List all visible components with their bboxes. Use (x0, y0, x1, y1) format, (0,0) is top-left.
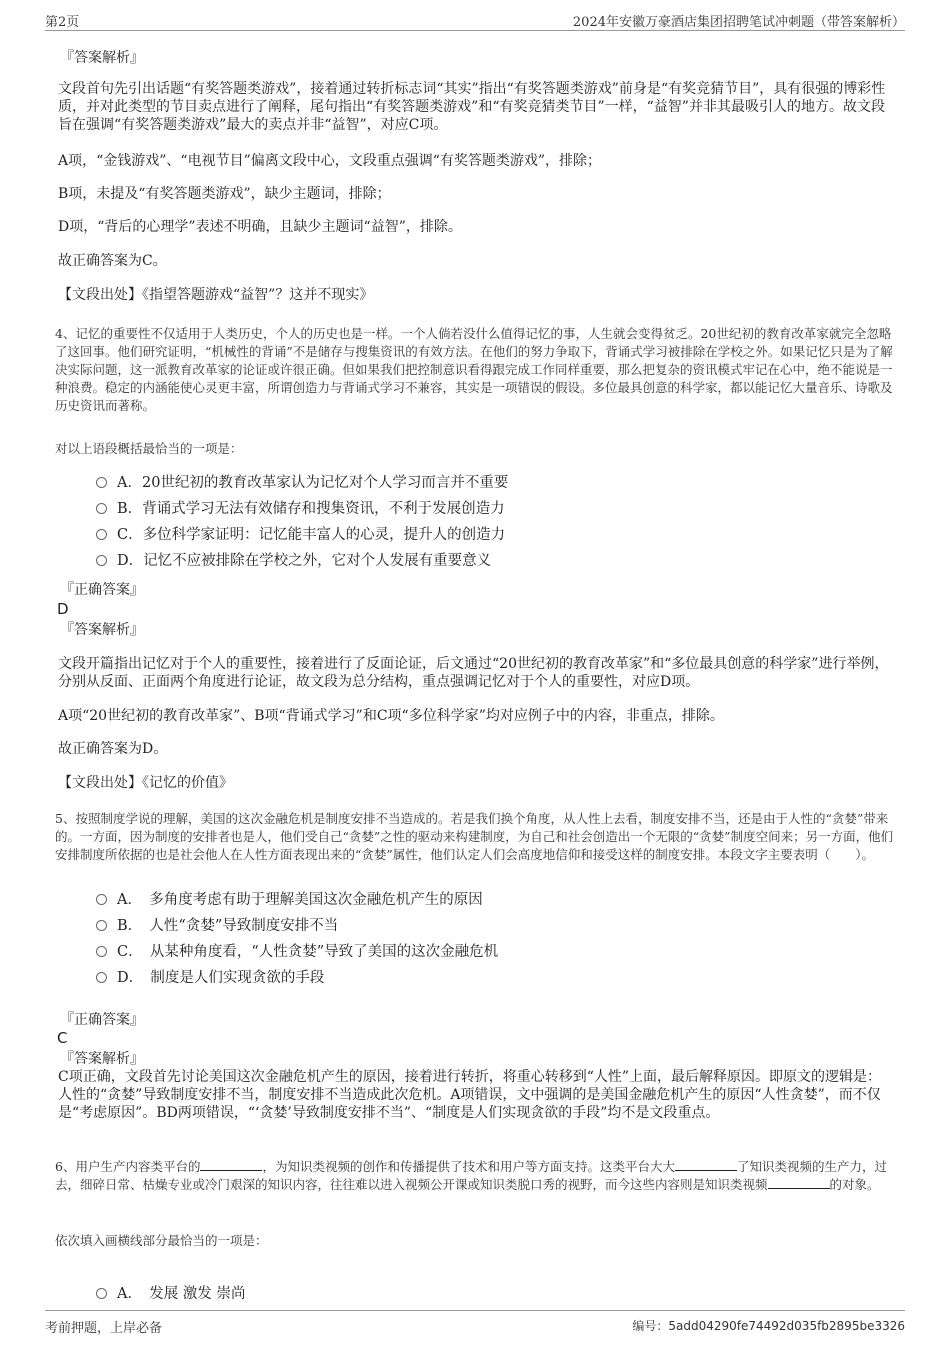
q6-option-a-label: A． 发展 激发 崇尚 (117, 1286, 246, 1302)
q5-option-b-label: B． 人性“贪婪”导致制度安排不当 (117, 918, 339, 934)
q5-answer-label: 『正确答案』 (60, 1012, 144, 1028)
q4-stem: 4、记忆的重要性不仅适用于人类历史，个人的历史也是一样。一个人倘若没什么值得记忆的事，人生就会变得贫乏。20世纪初的教育改革家就完全忽略了这回事。他们研究证明，“机械性的背诵”不是储存与搜集资讯的有效方法。在他们的努力争取下，背诵式学习被排除在学校之外。如果记忆只是为了解决实际问题，这一派教育改革家的论证或许很正确。但如果我们把控制意识看得跟完成工作同样重要，那么把复杂的资讯模式牢记在心中，绝不能说是一种浪费。稳定的内涵能使心灵更丰富，所谓创造力与背诵式学习不兼容，其实是一项错误的假设。多位最具创意的科学家，都以能记忆大量音乐、诗歌及历史资讯而著称。 (55, 326, 893, 413)
q6-option-a[interactable] (96, 1284, 245, 1304)
q4-answer-label: 『正确答案』 (60, 582, 144, 598)
q5-analysis: C项正确，文段首先讨论美国这次金融危机产生的原因，接着进行转折，将重心转移到“人性”上面，最后解释原因。即原文的逻辑是：人性的“贪婪”导致制度安排不当，制度安排不当造成此次危机。A项错误，文中强调的是美国金融危机产生的原因“人性贪婪”，而不仅是“考虑原因”。BD两项错误，“‘贪婪’导致制度安排不当”、“制度是人们实现贪欲的手段”均不是文段重点。 (58, 1069, 882, 1121)
q4-prompt: 对以上语段概括最恰当的一项是： (55, 441, 243, 456)
q5-option-d[interactable] (96, 968, 324, 988)
q4-option-c-label: C．多位科学家证明：记忆能丰富人的心灵，提升人的创造力 (117, 527, 506, 543)
q5-option-d-label: D． 制度是人们实现贪欲的手段 (117, 970, 325, 986)
document-title: 2024年安徽万豪酒店集团招聘笔试冲刺题（带答案解析） (572, 15, 905, 30)
q5-option-a-label: A． 多角度考虑有助于理解美国这次金融危机产生的原因 (117, 892, 483, 908)
q4-option-d[interactable] (96, 551, 491, 571)
q4-options-analysis: A项“20世纪初的教育改革家”、B项“背诵式学习”和C项“多位科学家”均对应例子中的内容，非重点，排除。 (58, 708, 724, 724)
radio-icon[interactable] (96, 920, 107, 931)
radio-icon[interactable] (96, 894, 107, 905)
radio-icon[interactable] (96, 529, 107, 540)
q4-option-d-label: D．记忆不应被排除在学校之外，它对个人发展有重要意义 (117, 553, 492, 569)
document-code: 编号：5add04290fe74492d035fb2895be3326 (632, 1319, 905, 1333)
blank-line-2 (675, 1158, 737, 1171)
footer-slogan: 考前押题，上岸必备 (45, 1321, 163, 1336)
q3-source: 【文段出处】《指望答题游戏“益智”？这并不现实》 (58, 287, 374, 303)
q6-stem (55, 1158, 897, 1194)
q4-conclusion: 故正确答案为D。 (58, 741, 168, 757)
q3-analysis-paragraph: 文段首句先引出话题“有奖答题类游戏”，接着通过转折标志词“其实”指出“有奖答题类游戏”前身是“有奖竞猜节目”，具有很强的博彩性质，并对此类型的节目卖点进行了阐释，尾句指出“有奖答题类游戏”和“有奖竞猜类节目”一样，“益智”并非其最吸引人的地方。故文段旨在强调“有奖答题类游戏”最大的卖点并非“益智”，对应C项。 (58, 81, 886, 133)
q6-prompt: 依次填入画横线部分最恰当的一项是： (55, 1233, 268, 1248)
q6-stem-part-3: 了知识类视频的生产力，过去，细碎日常、枯燥专业或冷门艰深的知识内容，往往难以进入视频公开课或知识类脱口秀的视野，而今这些内容则是知识类视频 (55, 1159, 887, 1192)
q4-option-b[interactable] (96, 499, 505, 519)
q3-option-a-analysis: A项，“金钱游戏”、“电视节目”偏离文段中心，文段重点强调“有奖答题类游戏”，排除； (58, 153, 602, 169)
q4-option-b-label: B．背诵式学习无法有效储存和搜集资讯，不利于发展创造力 (117, 501, 505, 517)
q5-analysis-label: 『答案解析』 (60, 1051, 144, 1067)
q4-option-c[interactable] (96, 525, 505, 545)
q5-option-c-label: C． 从某种角度看，“人性贪婪”导致了美国的这次金融危机 (117, 944, 499, 960)
q3-option-b-analysis: B项，未提及“有奖答题类游戏”，缺少主题词，排除； (58, 186, 391, 202)
q3-option-d-analysis: D项，“背后的心理学”表述不明确，且缺少主题词“益智”，排除。 (58, 219, 462, 235)
q5-option-c[interactable] (96, 942, 498, 962)
q3-analysis-label: 『答案解析』 (60, 50, 144, 66)
q6-stem-part-1: 6、用户生产内容类平台的 (55, 1159, 201, 1174)
radio-icon[interactable] (96, 503, 107, 514)
q4-analysis-label: 『答案解析』 (60, 622, 144, 638)
q5-option-b[interactable] (96, 916, 338, 936)
q3-conclusion: 故正确答案为C。 (58, 253, 167, 269)
q4-option-a-label: A．20世纪初的教育改革家认为记忆对个人学习而言并不重要 (117, 475, 509, 491)
q4-analysis-paragraph: 文段开篇指出记忆对于个人的重要性，接着进行了反面论证，后文通过“20世纪初的教育改革家”和“多位最具创意的科学家”进行举例，分别从反面、正面两个角度进行论证，故文段为总分结构，重点强调记忆对于个人的重要性，对应D项。 (58, 656, 889, 690)
blank-line-3 (768, 1176, 830, 1189)
q5-answer: C (57, 1029, 68, 1047)
q6-stem-part-2: ，为知识类视频的创作和传播提供了技术和用户等方面支持。这类平台大大 (262, 1159, 675, 1174)
q4-source: 【文段出处】《记忆的价值》 (58, 775, 233, 791)
q4-answer: D (57, 600, 69, 618)
radio-icon[interactable] (96, 946, 107, 957)
radio-icon[interactable] (96, 555, 107, 566)
q4-option-a[interactable] (96, 473, 508, 493)
radio-icon[interactable] (96, 477, 107, 488)
page-number: 第2页 (45, 15, 80, 30)
blank-line-1 (200, 1158, 262, 1171)
q6-stem-part-4: 的对象。 (829, 1177, 880, 1192)
page-footer (45, 1310, 905, 1337)
page-header (45, 8, 905, 31)
q5-stem: 5、按照制度学说的理解，美国的这次金融危机是制度安排不当造成的。若是我们换个角度，从人性上去看，制度安排不当，还是由于人性的“贪婪”带来的。一方面，因为制度的安排者也是人，他们受自己“贪婪”之性的驱动来构建制度，为自己和社会创造出一个无限的“贪婪”制度空间来；另一方面，他们安排制度所依据的也是社会他人在人性方面表现出来的“贪婪”属性，他们认定人们会高度地信仰和接受这样的制度安排。本段文字主要表明（ ）。 (55, 811, 894, 862)
radio-icon[interactable] (96, 1288, 107, 1299)
q5-option-a[interactable] (96, 890, 483, 910)
radio-icon[interactable] (96, 972, 107, 983)
